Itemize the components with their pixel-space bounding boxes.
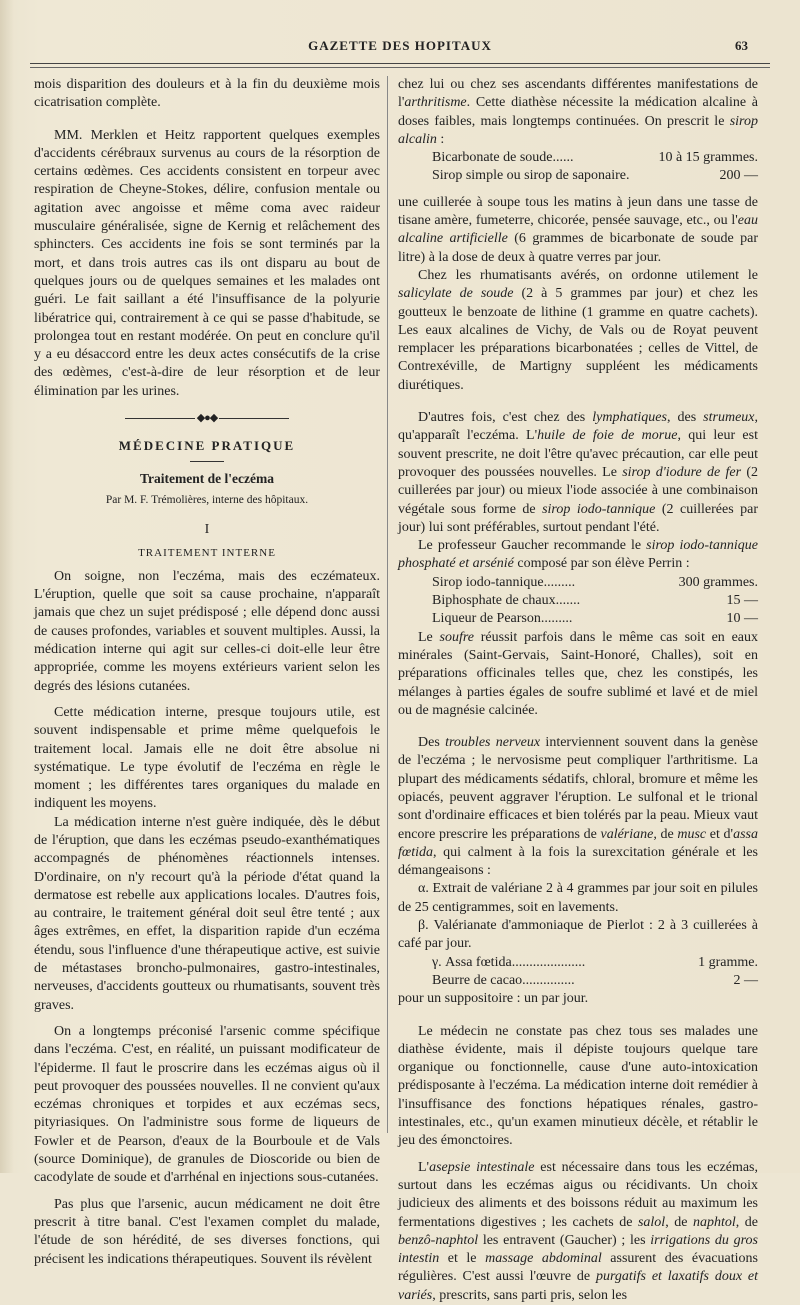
recipe-list: [398, 149, 758, 186]
recipe-line: [398, 574, 758, 592]
paragraph: Le soufre réussit parfois dans le même cas soit en eaux minérales (Saint-Gervais, Saint-Honoré, Challes), soit en préparations officinales telles que, chez les constipés, les mélanges à parties égales de soufre sublimé et lavé et de miel ou de magnésie calcinée.: [398, 629, 758, 718]
recipe-ingredient: γ. Assa fœtida: [432, 954, 512, 970]
chapter-heading: TRAITEMENT INTERNE: [138, 546, 276, 559]
recipe-line: [398, 972, 758, 990]
recipe-leader: [630, 167, 716, 185]
paragraph: L'asepsie intestinale est nécessaire dans tous les eczémas, surtout dans les eczémas aigus ou récidivants. Un choix judicieux des aliments et des boissons réduit au maximum les fermentations digestives ; les cachets de salol, de naphtol, de benzô-naphtol les entravent (Gaucher) ; les irrigations du gros intestin et le massage abdominal assurent des évacuations régulières. C'est aussi l'œuvre de purgatifs et laxatifs doux et variés, prescrits, sans parti pris, selon les: [398, 1159, 758, 1303]
recipe-line: [398, 167, 758, 185]
right-column: [398, 76, 758, 1305]
recipe-line: [398, 610, 758, 628]
recipe-leader: .........: [540, 611, 573, 627]
recipe-ingredient: Biphosphate de chaux: [432, 593, 556, 609]
recipe-line: [398, 149, 758, 167]
paragraph: Chez les rhumatisants avérés, on ordonne utilement le salicylate de soude (2 à 5 grammes par jour) et chez les goutteux le benzoate de lithine (1 gramme en quatre cachets). Les eaux alcalines de Vichy, de Vals ou de Royat peuvent remplacer les préparations bicarbonatées ; celles de Vittel, de Contrexéville, de Martigny suppléent les médicaments diurétiques.: [398, 267, 758, 393]
recipe-ingredient: Sirop simple ou sirop de saponaire.: [432, 168, 630, 184]
recipe-list: [398, 954, 758, 991]
paragraph: β. Valérianate d'ammoniaque de Pierlot : 2 à 3 cuillerées à café par jour.: [398, 918, 758, 952]
paragraph: On soigne, non l'eczéma, mais des eczémateux. L'éruption, quelle que soit sa cause prochaine, n'apparaît jamais que chez un sujet prédisposé ; elle dépend donc aussi de causes profondes, variables et souvent multiples. Aussi, la médication interne qui agit sur celles-ci doit-elle leur être appropriée, comme les moyens extérieurs varient selon les degrés des lésions cutanées.: [34, 568, 380, 694]
paragraph: MM. Merklen et Heitz rapportent quelques exemples d'accidents cérébraux survenus au cours de la résorption de certains œdèmes. Ces accidents consistent en torpeur avec respiration de Cheyne-Stokes, délire, confusion mentale ou agitation avec angoisse et même coma avec raideur musculaire généralisée, signe de Kernig et relâchement des sphincters. Ces accidents ine fois se sont terminés par la mort, et dans trois autres cas ils ont disparu au bout de quelques jours ou de quelques semaines et les malades ont guéri. Le fait saillant a été l'insuffisance de la polyurie libératrice qui, contrairement à ce qui se passe d'habitude, se prolongea tout en restant modérée. On peut en conclure qu'il y a eu désaccord entre les deux actes consécutifs de la crise des œdèmes, c'est-à-dire de leur résorption et de leur élimination par les urines.: [34, 127, 380, 399]
recipe-quantity: 15 —: [726, 593, 758, 609]
chapter-number: I: [204, 522, 210, 538]
paragraph: mois disparition des douleurs et à la fin du deuxième mois cicatrisation complète.: [34, 77, 380, 111]
page-header: [30, 38, 770, 58]
recipe-quantity: 300 grammes.: [678, 574, 758, 590]
paragraph: Le professeur Gaucher recommande le sirop iodo-tannique phosphaté et arsénié composé par son élève Perrin :: [398, 538, 759, 572]
recipe-ingredient: Liqueur de Pearson: [432, 611, 541, 627]
recipe-leader: ......: [552, 150, 574, 166]
recipe-ingredient: Sirop iodo-tannique: [432, 574, 544, 590]
journal-title: GAZETTE DES HOPITAUX: [308, 38, 492, 53]
paragraph: La médication interne n'est guère indiquée, dès le début de l'éruption, que dans les eczémas pseudo-exanthématiques accompagnés de phénomènes réactionnels intenses. D'ordinaire, on n'y recourt qu'à la période d'état quand la dermatose est rebelle aux applications locales. D'autres fois, au contraire, le traitement général doit seul être tenté ; aux âges extrêmes, en effet, la disparition rapide d'un eczéma étendu, sous l'influence d'une thérapeutique active, est suivie de métastases broncho-pulmonaires, gastro-intestinales, nerveuses, d'accidents goutteux ou rhumatisants, souvent très graves.: [34, 814, 380, 1013]
recipe-ingredient: Beurre de cacao: [432, 972, 523, 988]
short-rule: [190, 461, 224, 462]
recipe-quantity: 10 —: [726, 611, 758, 627]
paragraph: Le médecin ne constate pas chez tous ses malades une diathèse évidente, mais il dépiste toujours quelque tare organique ou fonctionnelle, cause d'une auto-intoxication prédisposante à l'eczéma. La médication interne doit remédier à l'insuffisance des fonctions hépatiques rénales, gastro-intestinales, etc., qu'un examen minutieux décèle, et rétablir le jeu des émonctoires.: [398, 1023, 758, 1149]
paragraph: D'autres fois, c'est chez des lymphatiques, des strumeux, qu'apparaît l'eczéma. L'huile de foie de morue, qui leur est souvent prescrite, ne doit l'être qu'avec précaution, car elle peut provoquer des poussées nouvelles. Le sirop d'iodure de fer (2 cuillerées par jour) ou mieux l'iode associée à une combinaison végétale sous forme de sirop iodo-tannique (2 cuillerées par jour) lui sont préférables, surtout pendant l'été.: [398, 410, 759, 535]
recipe-line: [398, 954, 758, 972]
paragraph: α. Extrait de valériane 2 à 4 grammes par jour soit en pilules de 25 centigrammes, soit en lavements.: [398, 881, 758, 915]
paragraph: chez lui ou chez ses ascendants différentes manifestations de l'arthritisme. Cette diathèse nécessite la médication alcaline à doses faibles, mais longtemps continuées. On prescrit le sirop alcalin :: [398, 77, 758, 147]
recipe-leader: .....................: [511, 954, 586, 970]
paragraph: On a longtemps préconisé l'arsenic comme spécifique dans l'eczéma. C'est, en réalité, un puissant modificateur de l'épiderme. Il faut le proscrire dans les eczémas aigus où il peut provoquer des poussées nouvelles. Il ne convient qu'aux eczémas chroniques et torpides et aux eczémas secs, pityriasiques. On l'administre sous forme de liqueurs de Fowler et de Pearson, d'eaux de la Bourboule et de Vals (source Dominique), de granules de Dioscoride ou bien de cacodylate de soude et d'arrhénal en injections sous-cutanées.: [34, 1023, 380, 1186]
header-rule-thin: [30, 67, 770, 68]
page-number: 63: [735, 38, 748, 53]
left-column: [34, 76, 380, 1269]
article-title: Traitement de l'eczéma: [140, 470, 274, 486]
recipe-quantity: 1 gramme.: [698, 954, 758, 970]
header-rule: [30, 63, 770, 64]
paragraph: Pas plus que l'arsenic, aucun médicament ne doit être prescrit à titre banal. C'est l'examen complet du malade, l'étude de son hérédité, de ses diverses fonctions, qui précisent les indications thérapeutiques. Souvent ils révèlent: [34, 1196, 380, 1267]
recipe-quantity: 2 —: [733, 972, 758, 988]
recipe-line: [398, 592, 758, 610]
paragraph: pour un suppositoire : un par jour.: [398, 991, 589, 1007]
paragraph: une cuillerée à soupe tous les matins à jeun dans une tasse de tisane amère, fumeterre, chicorée, pensée sauvage, etc., ou l'eau alcaline artificielle (6 grammes de bicarbonate de soude par litre) à la dose de deux à quatre verres par jour.: [398, 194, 758, 265]
recipe-list: [398, 574, 758, 629]
recipe-leader: .........: [543, 574, 576, 590]
recipe-quantity: 10 à 15 grammes.: [658, 150, 758, 166]
recipe-leader: ...............: [522, 972, 575, 988]
section-heading: MÉDECINE PRATIQUE: [118, 438, 296, 454]
paragraph: Des troubles nerveux interviennent souvent dans la genèse de l'eczéma ; le nervosisme peut compliquer l'arthritisme. La plupart des médicaments sédatifs, chloral, bromure et même les opiacés, peuvent aggraver l'éruption. Le sulfonal et le trional sont d'ordinaire efficaces et bien tolérés par la peau. Mieux vaut encore prescrire les préparations de valériane, de musc et d'assa fœtida, qui calment à la fois la surexcitation générale et les démangeaisons :: [398, 735, 758, 879]
column-divider: [387, 76, 388, 1133]
recipe-ingredient: Bicarbonate de soude: [432, 150, 553, 166]
article-byline: Par M. F. Trémolières, interne des hôpitaux.: [105, 493, 309, 506]
paragraph: Cette médication interne, presque toujours utile, est souvent indispensable et prime même quelquefois le traitement local. Jamais elle ne doit être absolue ni systématique. Le type évolutif de l'eczéma en règle le moment ; les différentes tares organiques du malade en indiquent les moyens.: [34, 704, 380, 812]
recipe-quantity: 200 —: [719, 168, 758, 184]
section-ornament: ◆●◆: [34, 409, 380, 427]
recipe-leader: .......: [555, 593, 581, 609]
